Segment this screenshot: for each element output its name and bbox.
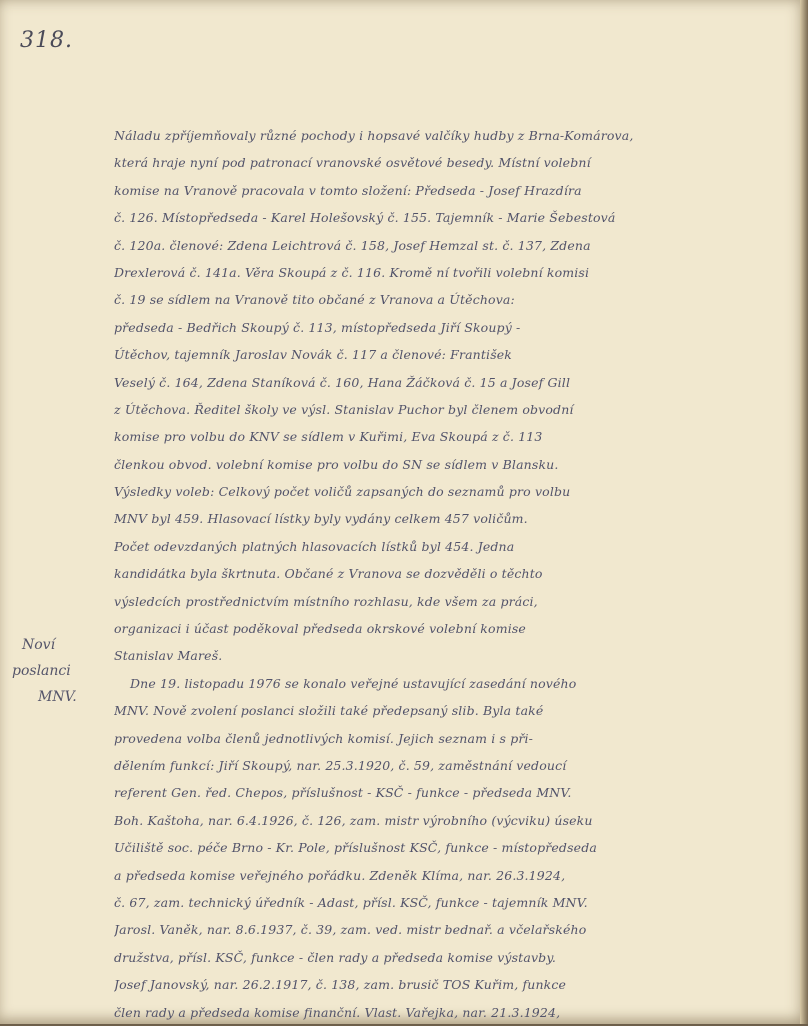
text-line: předseda - Bedřich Skoupý č. 113, místopředseda Jiří Skoupý - xyxy=(114,319,521,335)
margin-note-line-3: MNV. xyxy=(38,689,77,705)
text-line: družstva, přísl. KSČ, funkce - člen rady a předseda komise výstavby. xyxy=(114,949,556,965)
margin-note-line-2: poslanci xyxy=(12,663,71,679)
page-edge xyxy=(800,0,808,1024)
text-line: Josef Janovský, nar. 26.2.1917, č. 138, zam. brusič TOS Kuřim, funkce xyxy=(114,977,567,993)
text-line: komise na Vranově pracovala v tomto složení: Předseda - Josef Hrazdíra xyxy=(114,182,582,198)
text-line: Drexlerová č. 141a. Věra Skoupá z č. 116. Kromě ní tvořili volební komisi xyxy=(114,264,590,280)
text-line: Veselý č. 164, Zdena Staníková č. 160, Hana Žáčková č. 15 a Josef Gill xyxy=(114,374,571,390)
text-line: Jarosl. Vaněk, nar. 8.6.1937, č. 39, zam. ved. mistr bednař. a včelařského xyxy=(114,922,587,938)
text-line: členkou obvod. volební komise pro volbu do SN se sídlem v Blansku. xyxy=(114,456,559,472)
text-line: kandidátka byla škrtnuta. Občané z Vranova se dozvěděli o těchto xyxy=(114,566,543,582)
margin-note-line-1: Noví xyxy=(22,637,56,653)
text-line: Dne 19. listopadu 1976 se konalo veřejné ustavující zasedání nového xyxy=(130,675,577,691)
text-line: Počet odevzdaných platných hlasovacích lístků byl 454. Jedna xyxy=(114,538,515,554)
text-line: MNV. Nově zvolení poslanci složili také předepsaný slib. Byla také xyxy=(114,703,544,719)
text-line: č. 126. Místopředseda - Karel Holešovský č. 155. Tajemník - Marie Šebestová xyxy=(114,210,616,226)
text-line: člen rady a předseda komise finanční. Vlast. Vařejka, nar. 21.3.1924, xyxy=(114,1004,561,1020)
text-line: MNV byl 459. Hlasovací lístky byly vydány celkem 457 voličům. xyxy=(114,511,528,527)
text-line: Náladu zpříjemňovaly různé pochody i hopsavé valčíky hudby z Brna-Komárova, xyxy=(114,128,634,143)
text-line: a předseda komise veřejného pořádku. Zdeněk Klíma, nar. 26.3.1924, xyxy=(114,867,566,883)
text-line: která hraje nyní pod patronací vranovské osvětové besedy. Místní volební xyxy=(114,155,591,171)
text-line: Útěchov, tajemník Jaroslav Novák č. 117 a členové: František xyxy=(114,347,513,363)
text-line: Stanislav Mareš. xyxy=(114,648,223,664)
text-line: z Útěchova. Ředitel školy ve výsl. Stanislav Puchor byl členem obvodní xyxy=(114,401,574,417)
text-line: Boh. Kaštoha, nar. 6.4.1926, č. 126, zam. mistr výrobního (výcviku) úseku xyxy=(114,812,593,828)
text-line: komise pro volbu do KNV se sídlem v Kuřimi, Eva Skoupá z č. 113 xyxy=(114,429,543,445)
text-line: organizaci i účast poděkoval předseda okrskové volební komise xyxy=(114,621,526,637)
text-line: Výsledky voleb: Celkový počet voličů zapsaných do seznamů pro volbu xyxy=(114,484,571,500)
text-line: Učiliště soc. péče Brno - Kr. Pole, příslušnost KSČ, funkce - místopředseda xyxy=(114,840,597,856)
text-line: č. 19 se sídlem na Vranově tito občané z Vranova a Útěchova: xyxy=(114,292,515,308)
text-line: č. 120a. členové: Zdena Leichtrová č. 158, Josef Hemzal st. č. 137, Zdena xyxy=(114,237,591,253)
text-line: dělením funkcí: Jiří Skoupý, nar. 25.3.1920, č. 59, zaměstnání vedoucí xyxy=(114,757,567,773)
text-line: výsledcích prostřednictvím místního rozhlasu, kde všem za práci, xyxy=(114,593,538,609)
page-number: 318. xyxy=(20,28,73,53)
text-line: č. 67, zam. technický úředník - Adast, přísl. KSČ, funkce - tajemník MNV. xyxy=(114,894,588,910)
handwritten-text-block xyxy=(114,122,714,1026)
text-line: provedena volba členů jednotlivých komisí. Jejich seznam i s při- xyxy=(114,730,533,746)
margin-note xyxy=(8,632,98,710)
text-line: referent Gen. řed. Chepos, příslušnost - KSČ - funkce - předseda MNV. xyxy=(114,785,572,801)
